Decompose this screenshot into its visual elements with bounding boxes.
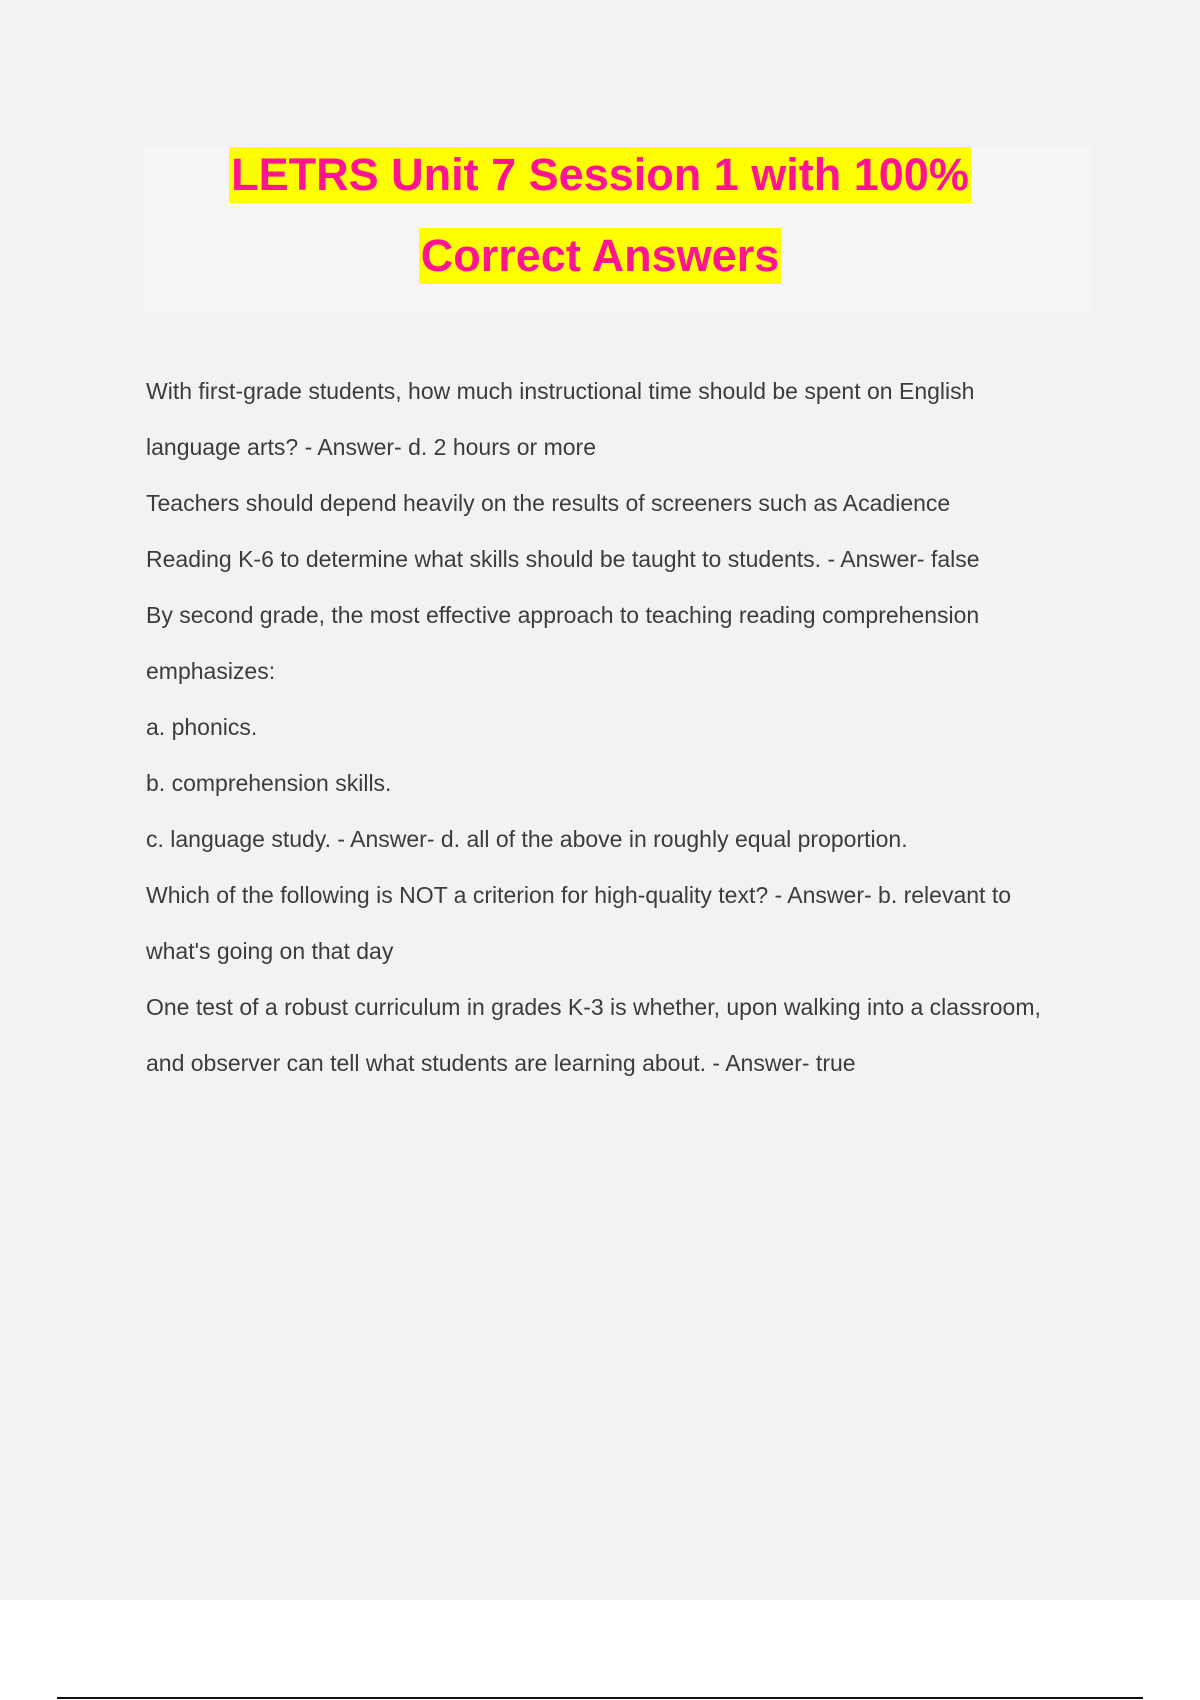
body-line: a. phonics. [146, 714, 258, 740]
document-body [146, 363, 1106, 1091]
body-line: b. comprehension skills. [146, 770, 392, 796]
body-line: One test of a robust curriculum in grades K-3 is whether, upon walking into a classroom, [146, 994, 1041, 1020]
body-line: By second grade, the most effective approach to teaching reading comprehension [146, 602, 980, 628]
title-row-2 [0, 228, 1200, 284]
body-line: what's going on that day [146, 938, 394, 964]
footer-divider [57, 1697, 1143, 1699]
document-title-line-1: LETRS Unit 7 Session 1 with 100% [229, 147, 971, 203]
body-line: Reading K-6 to determine what skills should be taught to students. - Answer- false [146, 546, 980, 572]
body-line: Teachers should depend heavily on the results of screeners such as Acadience [146, 490, 951, 516]
body-line: Which of the following is NOT a criterion for high-quality text? - Answer- b. relevant to [146, 882, 1012, 908]
body-line: With first-grade students, how much instructional time should be spent on English [146, 378, 975, 404]
title-row-1 [0, 147, 1200, 203]
body-line: and observer can tell what students are learning about. - Answer- true [146, 1050, 856, 1076]
body-line: emphasizes: [146, 658, 276, 684]
document-title-line-2: Correct Answers [419, 228, 781, 284]
body-line: language arts? - Answer- d. 2 hours or more [146, 434, 597, 460]
body-line: c. language study. - Answer- d. all of the above in roughly equal proportion. [146, 826, 908, 852]
